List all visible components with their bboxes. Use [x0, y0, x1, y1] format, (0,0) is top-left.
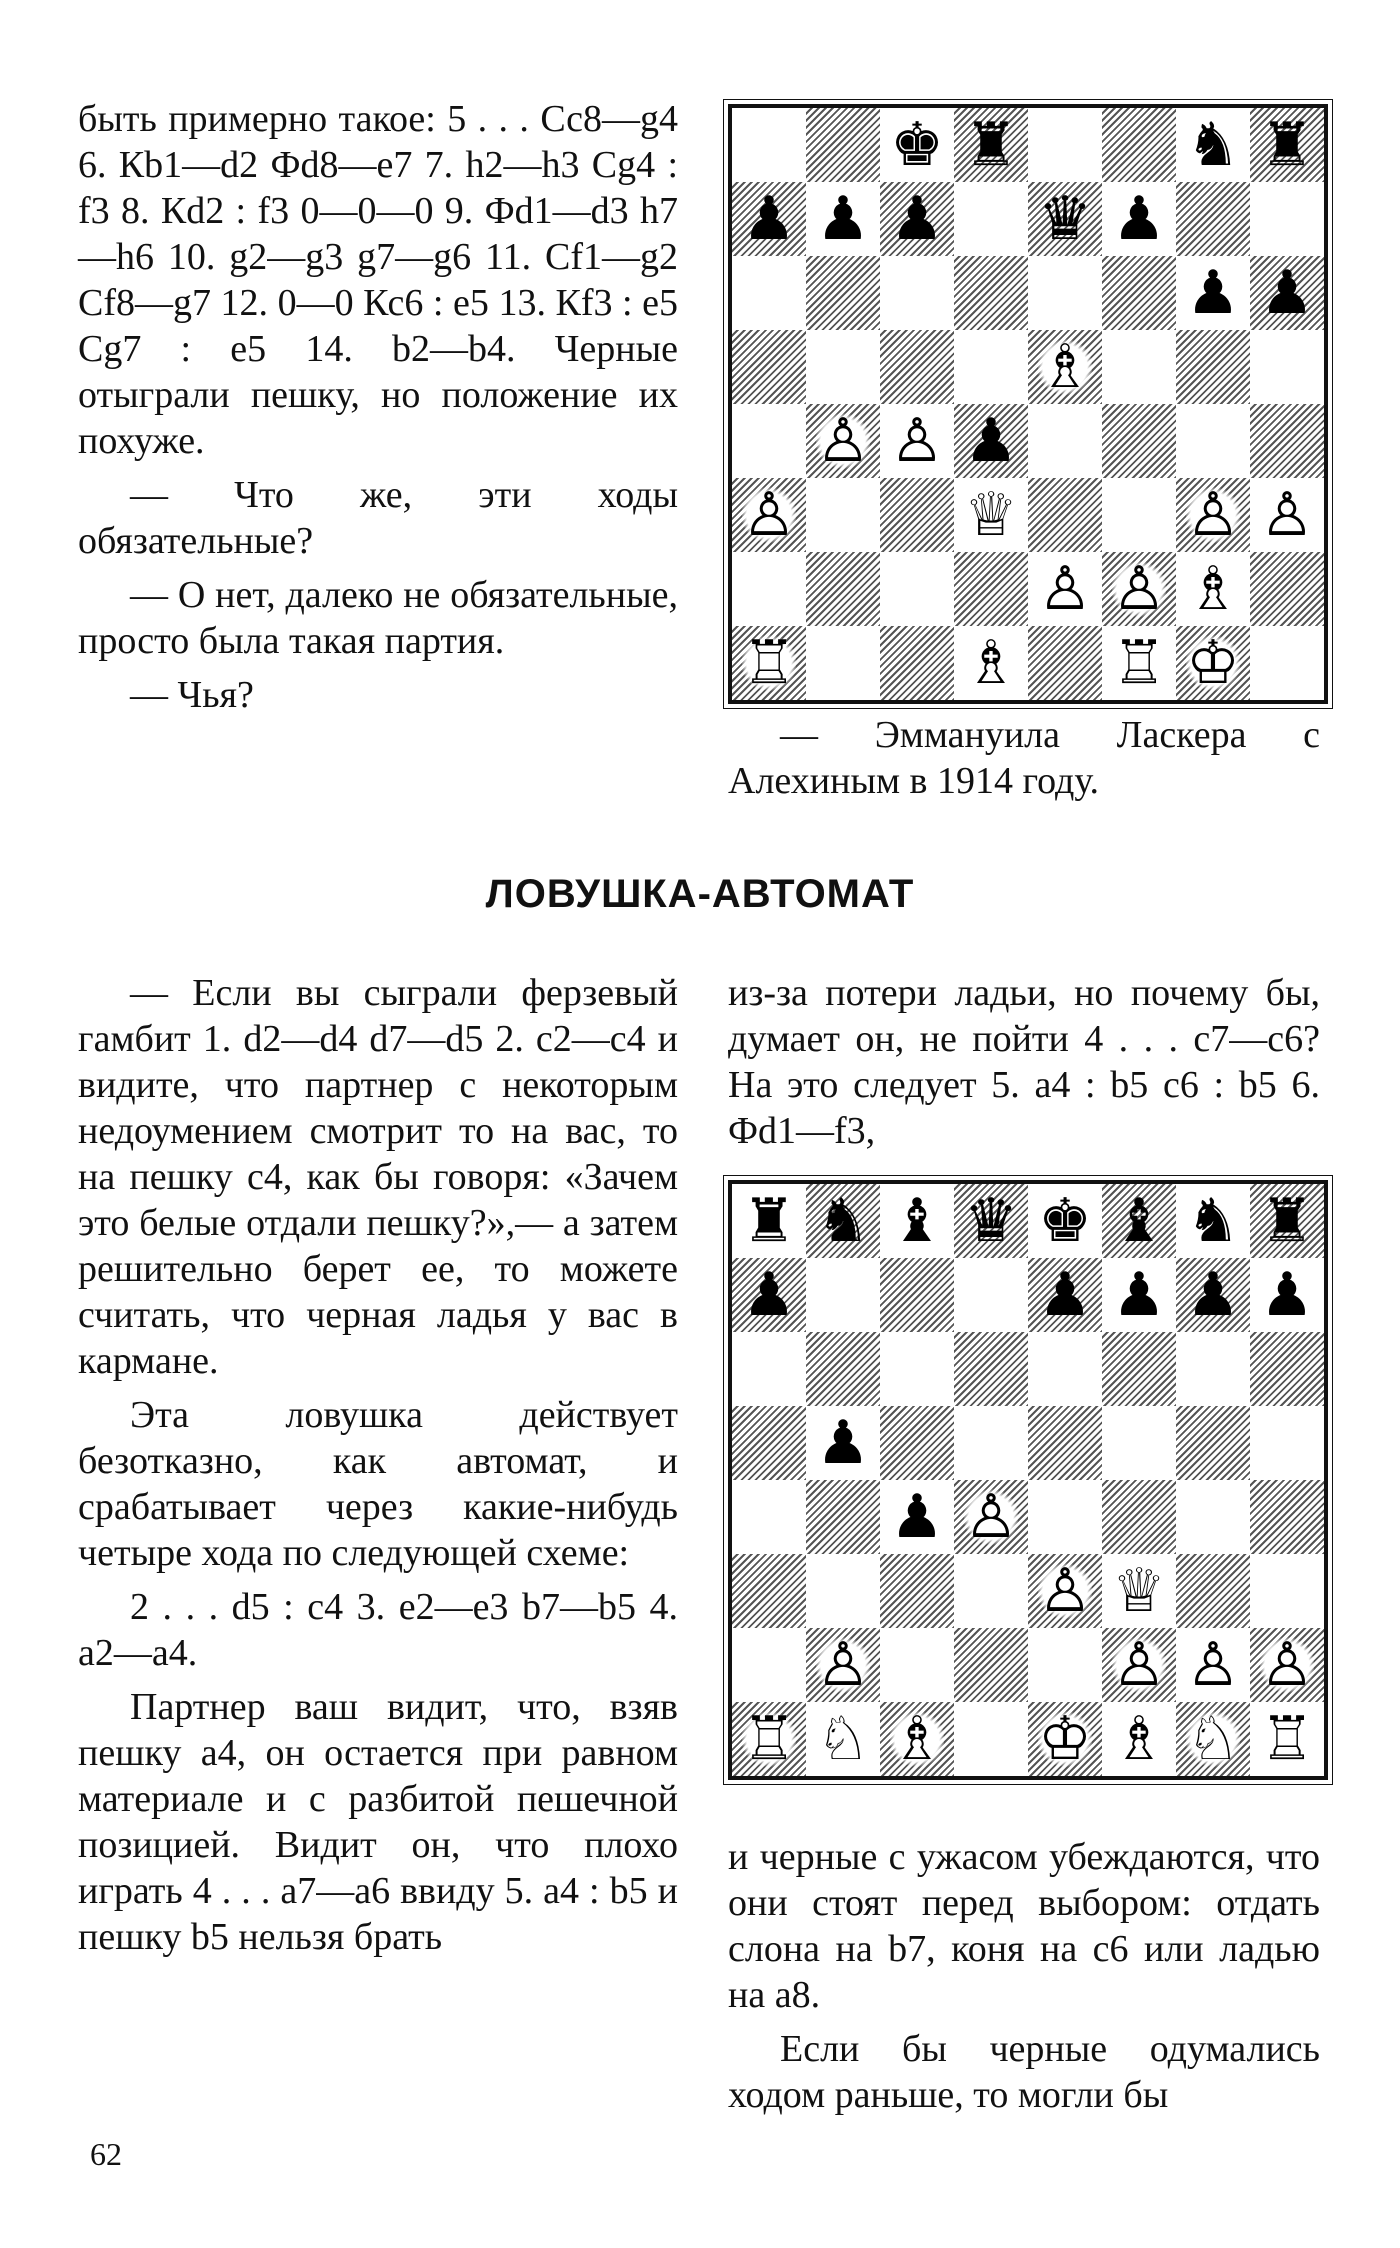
paragraph: быть примерно такое: 5 . . . Сс8—g4 6. Кb1—d2 Фd8—e7 7. h2—h3 Сg4 : f3 8. Кd2 : f3 0—0—0 9. Фd1—d3 h7—h6 10. g2—g3 g7—g6 11. Сf1—g2 Сf8—g7 12. 0—0 Кс6 : e5 13. Кf3 : e5 Сg7 : e5 14. b2—b4. Черные отыграли пешку, но положение их похуже.	[78, 98, 678, 462]
square-c8	[880, 1184, 954, 1258]
piece-bP: ♟	[890, 184, 944, 254]
piece-bR: ♜	[1260, 1186, 1314, 1256]
square-b2	[806, 1628, 880, 1702]
square-g8	[1176, 108, 1250, 182]
square-e6	[1028, 1332, 1102, 1406]
square-e8	[1028, 108, 1102, 182]
diagram1-caption	[728, 712, 1320, 804]
square-a4	[732, 404, 806, 478]
square-c1	[880, 1702, 954, 1776]
piece-bP: ♟	[742, 1260, 796, 1330]
piece-wQ: ♕	[1112, 1556, 1166, 1626]
square-h2	[1250, 552, 1324, 626]
square-b7	[806, 1258, 880, 1332]
square-f1	[1102, 1702, 1176, 1776]
piece-wP: ♙	[1260, 1630, 1314, 1700]
square-f2	[1102, 552, 1176, 626]
piece-bP: ♟	[1112, 184, 1166, 254]
piece-bR: ♜	[742, 1186, 796, 1256]
square-b6	[806, 256, 880, 330]
square-e5	[1028, 330, 1102, 404]
piece-wR: ♖	[1112, 628, 1166, 698]
square-a6	[732, 256, 806, 330]
square-h2	[1250, 1628, 1324, 1702]
square-h6	[1250, 256, 1324, 330]
square-f5	[1102, 330, 1176, 404]
square-c7	[880, 182, 954, 256]
square-f3	[1102, 1554, 1176, 1628]
square-a3	[732, 478, 806, 552]
square-e4	[1028, 1480, 1102, 1554]
piece-bQ: ♛	[964, 1186, 1018, 1256]
piece-bP: ♟	[816, 184, 870, 254]
paragraph: Эта ловушка действует безотказно, как автомат, и срабатывает через какие-нибудь четыре хода по следующей схеме:	[78, 1394, 678, 1574]
piece-wP: ♙	[816, 1630, 870, 1700]
square-d5	[954, 330, 1028, 404]
piece-bN: ♞	[816, 1186, 870, 1256]
square-g3	[1176, 1554, 1250, 1628]
square-e5	[1028, 1406, 1102, 1480]
square-h5	[1250, 330, 1324, 404]
piece-wB: ♗	[964, 628, 1018, 698]
square-d2	[954, 552, 1028, 626]
square-b1	[806, 626, 880, 700]
square-f3	[1102, 478, 1176, 552]
square-d4	[954, 1480, 1028, 1554]
square-g7	[1176, 182, 1250, 256]
piece-wP: ♙	[1260, 480, 1314, 550]
square-c8	[880, 108, 954, 182]
piece-bP: ♟	[1112, 1260, 1166, 1330]
square-b2	[806, 552, 880, 626]
square-f7	[1102, 1258, 1176, 1332]
square-d1	[954, 1702, 1028, 1776]
square-c5	[880, 1406, 954, 1480]
piece-wQ: ♕	[964, 480, 1018, 550]
piece-wK: ♔	[1186, 628, 1240, 698]
piece-wP: ♙	[964, 1482, 1018, 1552]
square-h5	[1250, 1406, 1324, 1480]
square-e2	[1028, 552, 1102, 626]
square-f4	[1102, 404, 1176, 478]
piece-wP: ♙	[1186, 480, 1240, 550]
square-b5	[806, 330, 880, 404]
square-h4	[1250, 1480, 1324, 1554]
square-b4	[806, 404, 880, 478]
piece-wP: ♙	[742, 480, 796, 550]
square-c4	[880, 1480, 954, 1554]
square-g6	[1176, 1332, 1250, 1406]
square-d4	[954, 404, 1028, 478]
piece-wP: ♙	[1112, 554, 1166, 624]
square-e8	[1028, 1184, 1102, 1258]
piece-bK: ♚	[1038, 1186, 1092, 1256]
square-f8	[1102, 108, 1176, 182]
square-h6	[1250, 1332, 1324, 1406]
square-d6	[954, 1332, 1028, 1406]
square-g4	[1176, 1480, 1250, 1554]
piece-bR: ♜	[1260, 110, 1314, 180]
piece-wB: ♗	[1038, 332, 1092, 402]
square-f7	[1102, 182, 1176, 256]
paragraph: Если бы черные одумались ходом раньше, то могли бы	[728, 2028, 1320, 2116]
square-g2	[1176, 552, 1250, 626]
piece-bQ: ♛	[1038, 184, 1092, 254]
section-title: ЛОВУШКА-АВТОМАТ	[485, 872, 915, 916]
square-d1	[954, 626, 1028, 700]
square-h1	[1250, 1702, 1324, 1776]
square-c1	[880, 626, 954, 700]
piece-wP: ♙	[816, 406, 870, 476]
square-h7	[1250, 1258, 1324, 1332]
square-a2	[732, 1628, 806, 1702]
square-a7	[732, 1258, 806, 1332]
square-e1	[1028, 626, 1102, 700]
piece-wP: ♙	[890, 406, 944, 476]
square-c3	[880, 478, 954, 552]
square-b3	[806, 478, 880, 552]
square-d8	[954, 1184, 1028, 1258]
piece-wR: ♖	[742, 1704, 796, 1774]
square-e4	[1028, 404, 1102, 478]
piece-wN: ♘	[1186, 1704, 1240, 1774]
top-left-text	[78, 96, 678, 718]
piece-wP: ♙	[1038, 554, 1092, 624]
square-g8	[1176, 1184, 1250, 1258]
piece-bN: ♞	[1186, 110, 1240, 180]
square-b4	[806, 1480, 880, 1554]
square-g5	[1176, 1406, 1250, 1480]
paragraph: Партнер ваш видит, что, взяв пешку а4, он остается при равном материале и с разбитой пешечной позицией. Видит он, что плохо играть 4 . . . а7—а6 ввиду 5. а4 : b5 и пешку b5 нельзя брать	[78, 1686, 678, 1958]
square-c4	[880, 404, 954, 478]
square-f8	[1102, 1184, 1176, 1258]
square-e3	[1028, 478, 1102, 552]
piece-wB: ♗	[1112, 1704, 1166, 1774]
piece-bB: ♝	[1112, 1186, 1166, 1256]
square-c6	[880, 256, 954, 330]
piece-bN: ♞	[1186, 1186, 1240, 1256]
paragraph: из-за потери ладьи, но почему бы, думает он, не пойти 4 . . . с7—с6? На это следует 5. а4 : b5 с6 : b5 6. Фd1—f3,	[728, 972, 1320, 1152]
square-a3	[732, 1554, 806, 1628]
square-g1	[1176, 626, 1250, 700]
square-a1	[732, 1702, 806, 1776]
square-b7	[806, 182, 880, 256]
piece-bP: ♟	[742, 184, 796, 254]
square-e6	[1028, 256, 1102, 330]
square-g2	[1176, 1628, 1250, 1702]
square-c5	[880, 330, 954, 404]
square-f6	[1102, 1332, 1176, 1406]
square-d7	[954, 1258, 1028, 1332]
square-h7	[1250, 182, 1324, 256]
piece-bP: ♟	[1186, 258, 1240, 328]
square-a8	[732, 1184, 806, 1258]
paragraph: 2 . . . d5 : с4 3. e2—e3 b7—b5 4. а2—а4.	[78, 1586, 678, 1674]
square-e3	[1028, 1554, 1102, 1628]
square-c2	[880, 1628, 954, 1702]
piece-wB: ♗	[890, 1704, 944, 1774]
square-a5	[732, 1406, 806, 1480]
square-e7	[1028, 1258, 1102, 1332]
square-h8	[1250, 1184, 1324, 1258]
piece-bR: ♜	[964, 110, 1018, 180]
square-a7	[732, 182, 806, 256]
piece-wP: ♙	[1112, 1630, 1166, 1700]
square-e1	[1028, 1702, 1102, 1776]
paragraph: — Чья?	[130, 674, 254, 716]
square-b1	[806, 1702, 880, 1776]
square-a2	[732, 552, 806, 626]
square-g4	[1176, 404, 1250, 478]
paragraph: — О нет, далеко не обязательные, просто была такая партия.	[78, 574, 678, 662]
square-e7	[1028, 182, 1102, 256]
square-g7	[1176, 1258, 1250, 1332]
piece-bP: ♟	[1186, 1260, 1240, 1330]
paragraph: — Если вы сыграли ферзевый гамбит 1. d2—d4 d7—d5 2. с2—с4 и видите, что партнер с некоторым недоумением смотрит то на вас, то на пешку с4, как бы говоря: «Зачем это белые отдали пешку?»,— а затем решительно берет ее, то можете считать, что черная ладья у вас в кармане.	[78, 972, 678, 1382]
piece-wN: ♘	[816, 1704, 870, 1774]
square-f4	[1102, 1480, 1176, 1554]
square-g6	[1176, 256, 1250, 330]
square-c7	[880, 1258, 954, 1332]
square-f5	[1102, 1406, 1176, 1480]
piece-bP: ♟	[1260, 258, 1314, 328]
page-number: 62	[90, 2136, 122, 2172]
square-g1	[1176, 1702, 1250, 1776]
caption: — Эммануила Ласкера с Алехиным в 1914 году.	[728, 714, 1320, 802]
piece-wR: ♖	[1260, 1704, 1314, 1774]
square-e2	[1028, 1628, 1102, 1702]
piece-wB: ♗	[1186, 554, 1240, 624]
square-d5	[954, 1406, 1028, 1480]
square-f1	[1102, 626, 1176, 700]
square-h8	[1250, 108, 1324, 182]
square-b8	[806, 1184, 880, 1258]
square-d8	[954, 108, 1028, 182]
square-h4	[1250, 404, 1324, 478]
chess-diagram-2	[728, 1180, 1328, 1780]
square-d7	[954, 182, 1028, 256]
right-column-top	[728, 970, 1320, 1154]
square-b3	[806, 1554, 880, 1628]
square-a8	[732, 108, 806, 182]
paragraph: — Что же, эти ходы обязательные?	[78, 474, 678, 562]
piece-bP: ♟	[816, 1408, 870, 1478]
square-b6	[806, 1332, 880, 1406]
square-b5	[806, 1406, 880, 1480]
piece-bK: ♚	[890, 110, 944, 180]
square-f2	[1102, 1628, 1176, 1702]
piece-bP: ♟	[890, 1482, 944, 1552]
square-g3	[1176, 478, 1250, 552]
piece-wK: ♔	[1038, 1704, 1092, 1774]
square-b8	[806, 108, 880, 182]
piece-bP: ♟	[1260, 1260, 1314, 1330]
square-g5	[1176, 330, 1250, 404]
square-h1	[1250, 626, 1324, 700]
square-d6	[954, 256, 1028, 330]
piece-wP: ♙	[1038, 1556, 1092, 1626]
piece-bB: ♝	[890, 1186, 944, 1256]
square-c6	[880, 1332, 954, 1406]
square-d2	[954, 1628, 1028, 1702]
square-h3	[1250, 1554, 1324, 1628]
right-column-bottom	[728, 1834, 1320, 2118]
square-h3	[1250, 478, 1324, 552]
square-a1	[732, 626, 806, 700]
piece-bP: ♟	[1038, 1260, 1092, 1330]
chess-diagram-1	[728, 104, 1328, 704]
square-d3	[954, 1554, 1028, 1628]
square-c3	[880, 1554, 954, 1628]
square-a4	[732, 1480, 806, 1554]
piece-bP: ♟	[964, 406, 1018, 476]
left-column	[78, 970, 678, 1960]
piece-wP: ♙	[1186, 1630, 1240, 1700]
square-a5	[732, 330, 806, 404]
piece-wR: ♖	[742, 628, 796, 698]
square-d3	[954, 478, 1028, 552]
paragraph: и черные с ужасом убеждаются, что они стоят перед выбором: отдать слона на b7, коня на с6 или ладью на а8.	[728, 1836, 1320, 2016]
square-f6	[1102, 256, 1176, 330]
square-c2	[880, 552, 954, 626]
square-a6	[732, 1332, 806, 1406]
